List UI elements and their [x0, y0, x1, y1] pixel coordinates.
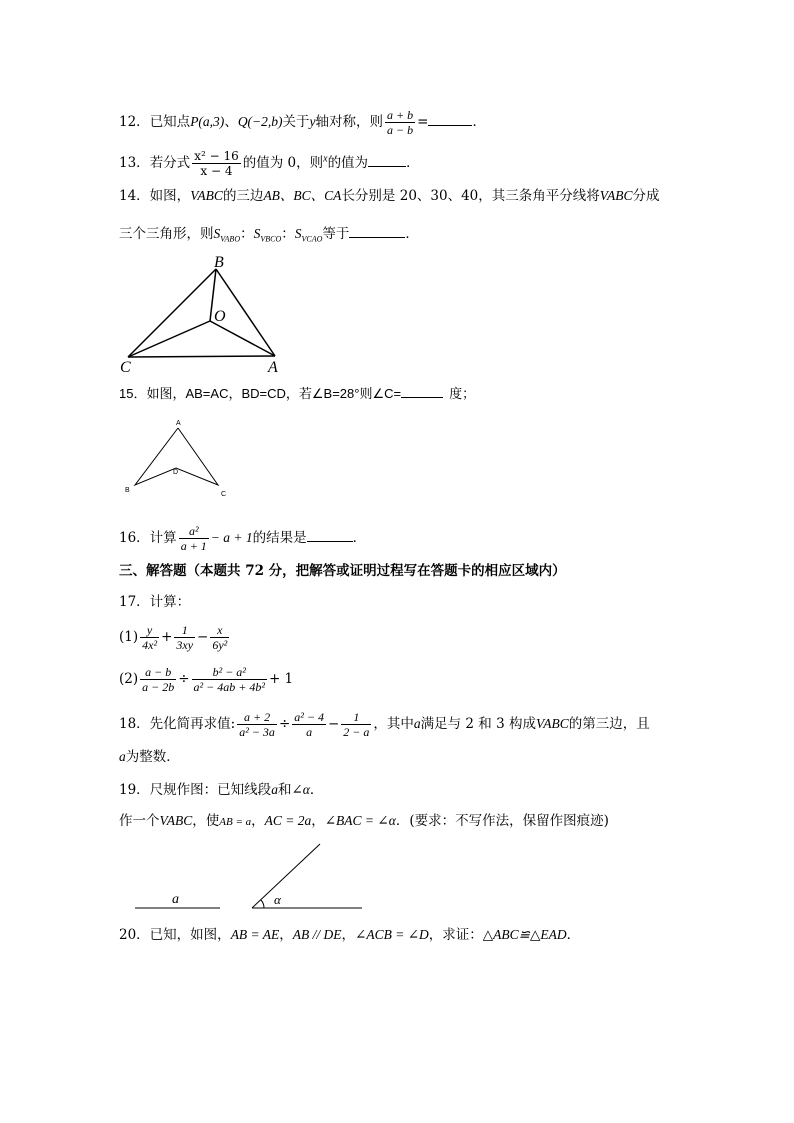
question-20 — [119, 926, 580, 944]
q17-p2-f1-den: a − 2b — [142, 680, 175, 694]
q13-number: 13． — [119, 155, 150, 171]
q19-comma-2: ， — [251, 813, 265, 829]
q12-end: ． — [472, 114, 486, 130]
q16-answer-blank — [307, 540, 353, 542]
q14-area-1: S — [213, 226, 221, 241]
q12-equals: = — [417, 114, 429, 130]
q13-frac-den: x − 4 — [192, 163, 241, 178]
q14-bisector-c — [128, 321, 210, 357]
q17-p1-label: (1) — [119, 629, 139, 645]
q14-area-3-sub: VCAO — [301, 234, 323, 244]
q14-text-5: 三个三角形，则 — [119, 226, 214, 242]
q15-label-b: B — [125, 487, 130, 494]
q18-variable-a: a — [413, 716, 421, 731]
q17-p2-f1-num: a − b — [145, 665, 172, 679]
q18-text-mid: ，其中 — [373, 716, 414, 732]
q14-answer-blank — [349, 236, 405, 238]
q18-triangle: VABC — [535, 716, 569, 731]
q18-text-pre: 18．先化简再求值: — [119, 716, 236, 732]
q14-side-bc — [128, 269, 216, 357]
q19-comma-3: ， — [311, 813, 325, 829]
q15-dart-figure — [122, 416, 232, 500]
q14-triangle: VABC — [190, 188, 223, 203]
q17-p1-f3-num: x — [217, 623, 223, 637]
q18-frac-2 — [292, 710, 326, 739]
q12-text-pre: 已知点 — [149, 114, 191, 130]
q12-fraction — [385, 108, 415, 137]
question-19-line-1 — [119, 781, 323, 799]
q14-label-o: O — [214, 308, 226, 325]
q20-given-1: AB = AE — [230, 927, 280, 942]
q19-condition-angle: ∠BAC = ∠α — [324, 813, 396, 828]
q18-variable-a-2: a — [119, 749, 126, 764]
q12-frac-den: a − b — [387, 123, 414, 137]
q17-p1-f2-num: 1 — [181, 623, 188, 637]
q20-text-post: ，求证： — [428, 927, 483, 943]
q16-fraction — [179, 524, 209, 553]
q14-triangle-figure — [118, 252, 288, 374]
q18-f3-num: 1 — [353, 710, 360, 724]
q12-frac-num: a + b — [387, 108, 414, 122]
question-15 — [119, 385, 475, 403]
q14-end: ． — [405, 226, 419, 242]
q17-p1-frac-2 — [174, 623, 195, 652]
q17-p1-frac-3 — [210, 623, 229, 652]
q13-text-pre: 若分式 — [149, 155, 191, 171]
q19-requirement: ．(要求：不写作法，保留作图痕迹) — [395, 813, 609, 829]
q19-end: ． — [309, 782, 324, 798]
q19-triangle: VABC — [159, 813, 193, 828]
q20-comma-2: ， — [341, 927, 356, 943]
q14-text-1: 14．如图， — [119, 188, 191, 204]
q19-angle-arc — [261, 900, 264, 908]
q14-area-2: S — [253, 226, 261, 241]
q19-condition-ac: AC = 2a — [264, 813, 312, 828]
q19-condition-ab: AB = a — [219, 816, 252, 828]
q15-label-d: D — [173, 469, 179, 476]
q15-label-a: A — [176, 420, 181, 427]
q20-given-2: AB // DE — [292, 927, 342, 942]
question-14-line-1 — [119, 187, 660, 205]
q17-p2-frac-1 — [140, 665, 176, 694]
question-19-line-2 — [119, 812, 609, 831]
q12-axis: y — [309, 114, 316, 129]
q15-degree: 度； — [449, 386, 476, 401]
q14-text-4: 分成 — [632, 188, 660, 204]
question-13 — [119, 149, 420, 178]
q14-text-3: 长分别是 20、30、40，其三条角平分线将 — [341, 188, 600, 204]
q19-label-alpha: α — [274, 892, 281, 907]
q15-dart-outline — [135, 428, 218, 485]
q12-point-q: Q(−2,b) — [237, 114, 283, 129]
q18-op-1: ÷ — [278, 716, 291, 732]
q13-variable-x: x — [323, 153, 328, 165]
q18-text-post: 满足与 2 和 3 构成 — [420, 716, 536, 732]
q17-p2-label: (2) — [119, 671, 139, 687]
q20-end: ． — [566, 927, 581, 943]
q12-point-p: P(a,3) — [190, 114, 225, 129]
q14-area-3: S — [294, 226, 302, 241]
q19-label-a: a — [172, 892, 179, 907]
q16-text-post: 的结果是 — [252, 530, 307, 546]
q17-p1-frac-1 — [140, 623, 159, 652]
q12-number: 12． — [119, 114, 150, 130]
question-14-line-2 — [119, 225, 419, 249]
q15-answer-blank — [401, 396, 443, 398]
q17-p1-op-2: − — [197, 629, 209, 645]
q13-text-post: 的值为 — [327, 155, 369, 171]
q13-text-mid: 的值为 0，则 — [242, 155, 324, 171]
q12-sep: 、 — [224, 114, 238, 130]
q14-sides: AB、BC、CA — [263, 188, 342, 203]
question-18-line-2 — [119, 748, 180, 766]
q16-text-pre: 16．计算 — [119, 530, 177, 546]
q14-area-2-sub: VBCO — [260, 234, 282, 244]
q16-end: ． — [352, 530, 367, 546]
q13-fraction — [192, 149, 241, 178]
q19-figure — [130, 838, 370, 914]
q18-op-2: − — [327, 716, 340, 732]
q12-text-mid: 关于 — [282, 114, 310, 130]
question-12 — [119, 108, 486, 137]
q16-tail: − a + 1 — [210, 530, 253, 545]
q17-p1-op-1: + — [161, 629, 173, 645]
q17-p1-f3-den: 6y² — [212, 638, 228, 652]
q19-and: 和 — [277, 782, 292, 798]
question-18-line-1 — [119, 710, 650, 739]
q17-p2-f2-den: a² − 4ab + 4b² — [193, 680, 265, 694]
q13-answer-blank — [368, 165, 406, 167]
q19-comma-1: ，使 — [192, 813, 220, 829]
q14-text-6: 等于 — [322, 226, 350, 242]
q13-end: ． — [406, 155, 420, 171]
q12-text-post: 轴对称，则 — [315, 114, 384, 130]
section-3-heading: 三、解答题（本题共 72 分，把解答或证明过程写在答题卡的相应区域内） — [119, 563, 566, 579]
q20-comma-1: ， — [279, 927, 293, 943]
q17-p1-f2-den: 3xy — [176, 638, 194, 652]
q19-angle-ray — [252, 844, 320, 908]
q17-p2-op: ÷ — [178, 671, 190, 687]
q14-label-b: B — [214, 254, 224, 271]
q14-colon-1: ： — [240, 226, 254, 242]
q17-p2-tail: + 1 — [268, 671, 294, 687]
q20-given-3: ∠ACB = ∠D — [355, 927, 429, 942]
q18-f2-num: a² − 4 — [294, 710, 324, 724]
q14-colon-2: ： — [281, 226, 295, 242]
q17-p2-frac-2 — [192, 665, 267, 694]
q18-frac-3 — [341, 710, 371, 739]
q15-text: 15．如图，AB=AC，BD=CD，若∠B=28°则∠C= — [119, 386, 402, 401]
q17-p2-f2-num: b² − a² — [212, 665, 246, 679]
q14-bisector-a — [210, 321, 275, 356]
q13-frac-num: x² − 16 — [194, 149, 239, 163]
q18-frac-1 — [237, 710, 277, 739]
q14-area-1-sub: VABO — [220, 234, 241, 244]
q14-triangle-2: VABC — [599, 188, 633, 203]
q14-side-ca — [128, 356, 275, 357]
q14-text-2: 的三边 — [222, 188, 264, 204]
q20-text-pre: 20．已知，如图， — [119, 927, 231, 943]
q14-label-c: C — [120, 359, 131, 374]
q20-conclusion: △ABC≌△EAD — [482, 927, 567, 942]
q18-text-post-2: 的第三边，且 — [568, 716, 650, 732]
question-16 — [119, 524, 366, 553]
q19-angle-alpha: ∠α — [291, 782, 310, 797]
q17-title: 17．计算： — [119, 594, 191, 610]
q15-label-c: C — [221, 491, 227, 498]
q18-f3-den: 2 − a — [343, 725, 370, 739]
q17-part-1 — [119, 623, 231, 652]
q19-segment-a: a — [271, 782, 278, 797]
q17-part-2 — [119, 665, 293, 694]
q18-f2-den: a — [292, 724, 326, 739]
q17-p1-f1-den: 4x² — [142, 638, 158, 652]
q18-f1-den: a² − 3a — [239, 725, 275, 739]
q18-text-line-2: 为整数． — [125, 749, 180, 765]
q19-text-2: 作一个 — [119, 813, 160, 829]
q16-frac-num: a² — [188, 524, 199, 538]
q18-f1-num: a + 2 — [244, 710, 271, 724]
q19-text-1: 19．尺规作图：已知线段 — [119, 782, 272, 798]
q16-frac-den: a + 1 — [180, 539, 207, 553]
q12-answer-blank — [428, 124, 472, 126]
q17-p1-f1-num: y — [146, 623, 153, 637]
q14-label-a: A — [268, 359, 278, 374]
